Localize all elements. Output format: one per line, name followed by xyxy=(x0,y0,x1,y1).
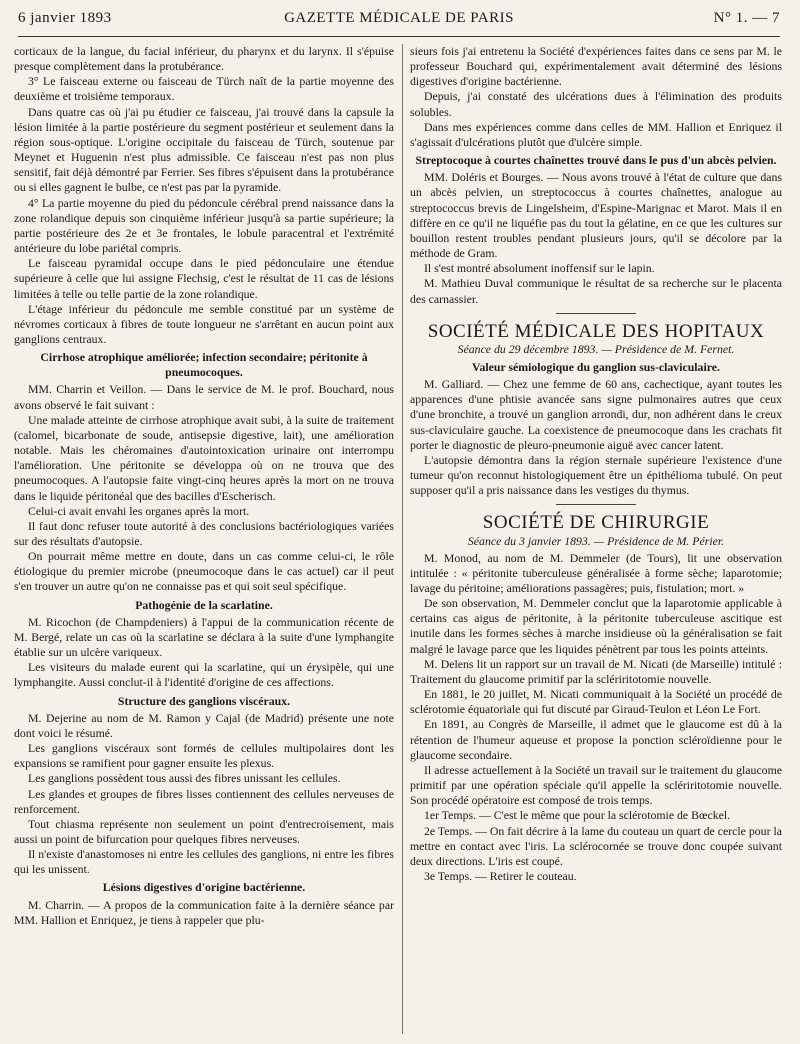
paragraph: On pourrait même mettre en doute, dans un cas comme celui-ci, le rôle étiologique du premier microbe (pneumocoque dans le cas actuel) car il peut s'en trouver un autre qu'on ne connaisse pas et qui soit seul spécifique. xyxy=(14,549,394,594)
paragraph: L'étage inférieur du pédoncule me semble constitué par un système de névromes corticaux à fibres de toute longueur ne s'arrêtant en aucun point aux ganglions centraux. xyxy=(14,301,394,346)
paragraph: Il s'est montré absolument inoffensif sur le lapin. xyxy=(424,261,655,276)
paragraph: M. Galliard. — Chez une femme de 60 ans, cachectique, ayant toutes les apparences d'une phtisie avancée sans signe pulmonaires autres que ceux d'une bronchite, a trouvé un ganglion arrondi, dur, non adhérent dans le creux sus-claviculaire gauche. La coexistence de pneumocoque dans les crachats fit porter le diagnostic de pleuro-pneumonie aiguë avec cancer latent. xyxy=(410,377,782,452)
subheading: Streptocoque à courtes chaînettes trouvé dans le pus d'un abcès pelvien. xyxy=(415,153,777,168)
paragraph: Dans mes expériences comme dans celles de MM. Hallion et Enriquez il s'agissait d'ulcérations plutôt que d'ulcère simple. xyxy=(410,119,782,149)
paragraph: Les ganglions viscéraux sont formés de cellules multipolaires dont les expansions se ramifient pour gagner ensuite les plexus. xyxy=(14,741,394,771)
paragraph: L'autopsie démontra dans la région sternale supérieure l'existence d'une tumeur qu'on reconnut histologiquement être un épithélioma tubulé. On peut supposer qu'il a pris naissance dans les vestiges du thymus. xyxy=(410,452,782,498)
column-divider xyxy=(402,44,403,1034)
paragraph: Celui-ci avait envahi les organes après la mort. xyxy=(28,503,250,518)
paragraph: 2e Temps. — On fait décrire à la lame du couteau un quart de cercle pour la mettre en contact avec l'iris. La sclérocornée se trouve donc coupée suivant deux directions. L'iris est coupé. xyxy=(410,823,782,868)
header-title: GAZETTE MÉDICALE DE PARIS xyxy=(284,10,514,26)
paragraph: Tout chiasma représente non seulement un point d'entrecroisement, mais aussi un point de bifurcation pour quelques fibres nerveuses. xyxy=(14,816,394,846)
paragraph: Il faut donc refuser toute autorité à des conclusions bactériologiques variées sur des résultats d'autopsie. xyxy=(14,518,394,548)
subheading: Valeur sémiologique du ganglion sus-claviculaire. xyxy=(472,359,720,374)
paragraph: 3° Le faisceau externe ou faisceau de Türch naît de la partie moyenne des deuxième et troisième temporaux. xyxy=(14,74,394,104)
paragraph: En 1891, au Congrès de Marseille, il admet que le glaucome est dû à la rétention de l'humeur aqueuse et propose la ponction scléroïdienne pour le glaucome secondaire. xyxy=(410,717,782,762)
section-title-hopitaux: SOCIÉTÉ MÉDICALE DES HOPITAUX xyxy=(427,320,765,342)
paragraph: Le faisceau pyramidal occupe dans le pied pédonculaire une étendue supérieure à celle que lui assigne Flechsig, c'est le résultat de 11 cas de lésions limitées à telle ou telle partie de la zone rolandique. xyxy=(14,256,394,301)
page-header xyxy=(18,10,780,34)
left-column xyxy=(14,44,394,1034)
seance-line: Séance du 29 décembre 1893. — Présidence de M. Fernet. xyxy=(457,341,735,356)
paragraph: M. Delens lit un rapport sur un travail de M. Nicati (de Marseille) intitulé : Traitement du glaucome primitif par la sclériritotomie nouvelle. xyxy=(410,656,782,686)
paragraph: Il n'existe d'anastomoses ni entre les cellules des ganglions, ni entre les fibres qui les unissent. xyxy=(14,847,394,877)
paragraph: Une malade atteinte de cirrhose atrophique avait subi, à la suite de traitement (calomel, bicarbonate de soude, antisepsie digestive, lait), une amélioration notable. Mais les chéromaines d'autointoxication urinaire ont interrompu l'amélioration. Une péritonite se développa où on ne trouva que des pneumocoques. A l'autopsie faite vingt-cinq heures après la mort on ne trouva dans le liquide péritonéal que des bacilles d'Escherisch. xyxy=(14,412,394,503)
paragraph: MM. Charrin et Veillon. — Dans le service de M. le prof. Bouchard, nous avons observé le fait suivant : xyxy=(14,382,394,412)
paragraph: M. Ricochon (de Champdeniers) à l'appui de la communication récente de M. Bergé, relate un cas où la scarlatine se déclara à la suite d'une lymphangite établie sur un ulcère variqueux. xyxy=(14,614,394,660)
paragraph: Il adresse actuellement à la Société un travail sur le traitement du glaucome primitif par une opération spéciale qu'il appelle la sclériritotomie nouvelle. Son procédé opératoire est composé de trois temps. xyxy=(410,762,782,808)
paragraph: MM. Doléris et Bourges. — Nous avons trouvé à l'état de culture que dans un abcès pelvien, un streptococcus à courtes chaînettes, analogue au streptococcus brevis de Lingelsheim, d'Espine-Marignac et Marot. Mais il en diffère en ce qu'il ne liquéfie pas du tout la gélatine, en ce que les cultures sur bouillon restent troubles pendant plusieurs jours, qu'il se décolore par la méthode de Gram. xyxy=(410,170,782,261)
paragraph: M. Monod, au nom de M. Demmeler (de Tours), lit une observation intitulée : « péritonite tuberculeuse généralisée à forme sèche; laparotomie; lavage du péritoine; améliorations passagères; puis, fistulation; mort. » xyxy=(410,550,782,595)
header-date: 6 janvier 1893 xyxy=(18,10,112,26)
paragraph: De son observation, M. Demmeler conclut que la laparotomie applicable à certains cas aigus de péritonite, à la péritonite tuberculeuse ascitique est inutile dans les formes sèches à marche insidieuse où la généralisation se fait malgré le lavage parce que les liquides pénètrent par tous les points atteints. xyxy=(410,596,782,656)
paragraph: 3e Temps. — Retirer le couteau. xyxy=(424,868,577,883)
paragraph: M. Charrin. — A propos de la communication faite à la dernière séance par MM. Hallion et Enriquez, je tiens à rappeler que plu- xyxy=(14,897,394,927)
paragraph: Les glandes et groupes de fibres lisses contiennent des cellules nerveuses de renforcement. xyxy=(14,786,394,816)
paragraph: sieurs fois j'ai entretenu la Société d'expériences faites dans ce sens par M. le professeur Bouchard qui, expérimentalement avait déterminé des lésions digestives d'origine bactérienne. xyxy=(410,44,782,89)
subheading: Structure des ganglions viscéraux. xyxy=(117,693,291,708)
paragraph: 4° La partie moyenne du pied du pédoncule cérébral prend naissance dans la zone rolandique depuis son cinquième inférieur jusqu'à sa partie supérieure; la partie postérieure des 2e et 3e frontales, le lobule paracentral et l'extrémité antérieure du lobe pariétal compris. xyxy=(14,195,394,256)
section-rule xyxy=(556,504,636,505)
subheading: Pathogénie de la scarlatine. xyxy=(135,597,273,612)
paragraph: En 1881, le 20 juillet, M. Nicati communiquait à la Société un procédé de sclérotomie équatoriale qui fut discuté par Giraud-Teulon et Léon Le Fort. xyxy=(410,687,782,717)
seance-line: Séance du 3 janvier 1893. — Présidence de M. Périer. xyxy=(467,533,725,548)
section-title-chirurgie: SOCIÉTÉ DE CHIRURGIE xyxy=(482,512,710,534)
subheading: Cirrhose atrophique améliorée; infection secondaire; péritonite à pneumocoques. xyxy=(40,350,368,380)
paragraph: M. Mathieu Duval communique le résultat de sa recherche sur le placenta des carnassier. xyxy=(410,276,782,306)
paragraph: 1er Temps. — C'est le même que pour la sclérotomie de Bœckel. xyxy=(424,808,731,823)
paragraph: Les visiteurs du malade eurent qui la scarlatine, qui un érysipèle, qui une lymphangite. Aussi conclut-il à l'identité d'origine de ces affections. xyxy=(14,660,394,690)
paragraph: Les ganglions possèdent tous aussi des fibres unissant les cellules. xyxy=(28,771,341,786)
paragraph: corticaux de la langue, du facial inférieur, du pharynx et du larynx. Il s'épuise presque complètement dans la protubérance. xyxy=(14,44,394,74)
header-page-number: N° 1. — 7 xyxy=(713,10,780,26)
section-rule xyxy=(556,313,636,314)
paragraph: Dans quatre cas où j'ai pu étudier ce faisceau, j'ai trouvé dans la capsule la lésion limitée à la partie postérieure du segment postérieur et seulement dans la région sous-optique. L'origine occipitale du faisceau de Türch, soutenue par Meynet et Huguenin n'est plus admissible. Ce faisceau n'est pas non plus sensitif, fait déjà démontré par Ferrier. Ses fibres s'épuisent dans la protubérance ou si elles gagnent le bulbe, ce n'est pas par la pyramide. xyxy=(14,104,394,195)
paragraph: Depuis, j'ai constaté des ulcérations dues à l'élimination des produits solubles. xyxy=(410,89,782,119)
header-rule xyxy=(18,36,780,37)
subheading: Lésions digestives d'origine bactérienne. xyxy=(102,880,306,895)
paragraph: M. Dejerine au nom de M. Ramon y Cajal (de Madrid) présente une note dont voici le résumé. xyxy=(14,710,394,740)
right-column xyxy=(410,44,782,1034)
